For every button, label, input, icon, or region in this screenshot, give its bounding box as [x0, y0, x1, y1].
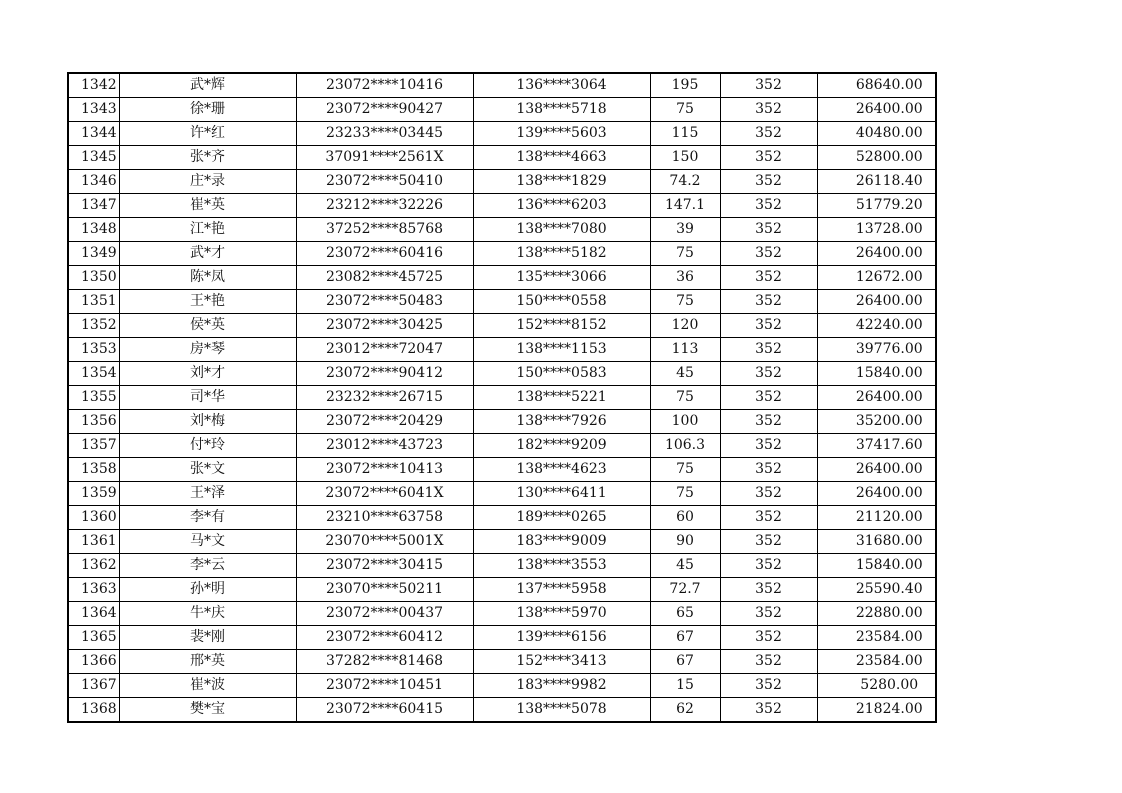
area-value: 45	[650, 362, 720, 386]
table-row	[68, 122, 936, 146]
id-number: 23072****30415	[296, 554, 473, 578]
area-value: 106.3	[650, 434, 720, 458]
area-value: 113	[650, 338, 720, 362]
id-number: 23070****5001X	[296, 530, 473, 554]
amount-value: 51779.20	[817, 194, 936, 218]
id-number: 37282****81468	[296, 650, 473, 674]
rate-value: 352	[720, 362, 817, 386]
amount-value: 15840.00	[817, 362, 936, 386]
phone-number: 138****5182	[473, 242, 650, 266]
row-number: 1344	[68, 122, 119, 146]
row-number: 1355	[68, 386, 119, 410]
row-number: 1349	[68, 242, 119, 266]
rate-value: 352	[720, 218, 817, 242]
amount-value: 23584.00	[817, 650, 936, 674]
phone-number: 137****5958	[473, 578, 650, 602]
table-row	[68, 218, 936, 242]
id-number: 23072****50483	[296, 290, 473, 314]
row-number: 1363	[68, 578, 119, 602]
amount-value: 26400.00	[817, 482, 936, 506]
phone-number: 183****9982	[473, 674, 650, 698]
area-value: 75	[650, 386, 720, 410]
id-number: 23210****63758	[296, 506, 473, 530]
phone-number: 183****9009	[473, 530, 650, 554]
rate-value: 352	[720, 650, 817, 674]
rate-value: 352	[720, 530, 817, 554]
phone-number: 138****5970	[473, 602, 650, 626]
row-number: 1368	[68, 698, 119, 723]
amount-value: 26400.00	[817, 242, 936, 266]
id-number: 23072****20429	[296, 410, 473, 434]
amount-value: 37417.60	[817, 434, 936, 458]
id-number: 23072****60412	[296, 626, 473, 650]
id-number: 23233****03445	[296, 122, 473, 146]
area-value: 147.1	[650, 194, 720, 218]
area-value: 36	[650, 266, 720, 290]
area-value: 67	[650, 626, 720, 650]
id-number: 23072****10413	[296, 458, 473, 482]
amount-value: 35200.00	[817, 410, 936, 434]
person-name: 崔*波	[119, 674, 296, 698]
area-value: 195	[650, 73, 720, 98]
rate-value: 352	[720, 602, 817, 626]
table-row	[68, 146, 936, 170]
phone-number: 138****5221	[473, 386, 650, 410]
person-name: 张*文	[119, 458, 296, 482]
id-number: 23072****10416	[296, 73, 473, 98]
person-name: 李*有	[119, 506, 296, 530]
amount-value: 26400.00	[817, 290, 936, 314]
phone-number: 130****6411	[473, 482, 650, 506]
area-value: 74.2	[650, 170, 720, 194]
row-number: 1357	[68, 434, 119, 458]
phone-number: 135****3066	[473, 266, 650, 290]
amount-value: 23584.00	[817, 626, 936, 650]
id-number: 23072****50410	[296, 170, 473, 194]
table-row	[68, 650, 936, 674]
area-value: 60	[650, 506, 720, 530]
rate-value: 352	[720, 122, 817, 146]
person-name: 王*泽	[119, 482, 296, 506]
area-value: 150	[650, 146, 720, 170]
row-number: 1345	[68, 146, 119, 170]
person-name: 徐*珊	[119, 98, 296, 122]
area-value: 100	[650, 410, 720, 434]
id-number: 23082****45725	[296, 266, 473, 290]
rate-value: 352	[720, 290, 817, 314]
amount-value: 26400.00	[817, 386, 936, 410]
amount-value: 39776.00	[817, 338, 936, 362]
table-row	[68, 482, 936, 506]
amount-value: 15840.00	[817, 554, 936, 578]
rate-value: 352	[720, 578, 817, 602]
amount-value: 13728.00	[817, 218, 936, 242]
table-row	[68, 602, 936, 626]
row-number: 1342	[68, 73, 119, 98]
phone-number: 138****5718	[473, 98, 650, 122]
person-name: 江*艳	[119, 218, 296, 242]
rate-value: 352	[720, 626, 817, 650]
amount-value: 21120.00	[817, 506, 936, 530]
phone-number: 136****6203	[473, 194, 650, 218]
person-name: 侯*英	[119, 314, 296, 338]
phone-number: 136****3064	[473, 73, 650, 98]
phone-number: 139****5603	[473, 122, 650, 146]
id-number: 23072****90427	[296, 98, 473, 122]
table-row	[68, 170, 936, 194]
id-number: 23072****30425	[296, 314, 473, 338]
table-row	[68, 434, 936, 458]
id-number: 23232****26715	[296, 386, 473, 410]
table-row	[68, 506, 936, 530]
person-name: 张*齐	[119, 146, 296, 170]
rate-value: 352	[720, 194, 817, 218]
amount-value: 26118.40	[817, 170, 936, 194]
table-row	[68, 554, 936, 578]
person-name: 武*辉	[119, 73, 296, 98]
rate-value: 352	[720, 410, 817, 434]
phone-number: 150****0558	[473, 290, 650, 314]
row-number: 1350	[68, 266, 119, 290]
row-number: 1362	[68, 554, 119, 578]
row-number: 1351	[68, 290, 119, 314]
amount-value: 26400.00	[817, 98, 936, 122]
rate-value: 352	[720, 386, 817, 410]
amount-value: 68640.00	[817, 73, 936, 98]
person-name: 裴*刚	[119, 626, 296, 650]
id-number: 23072****90412	[296, 362, 473, 386]
area-value: 115	[650, 122, 720, 146]
table-row	[68, 98, 936, 122]
person-name: 孙*明	[119, 578, 296, 602]
phone-number: 152****8152	[473, 314, 650, 338]
amount-value: 26400.00	[817, 458, 936, 482]
person-name: 李*云	[119, 554, 296, 578]
rate-value: 352	[720, 338, 817, 362]
person-name: 房*琴	[119, 338, 296, 362]
id-number: 23012****72047	[296, 338, 473, 362]
rate-value: 352	[720, 698, 817, 723]
table-row	[68, 386, 936, 410]
rate-value: 352	[720, 482, 817, 506]
subsidy-table	[67, 72, 937, 723]
amount-value: 22880.00	[817, 602, 936, 626]
rate-value: 352	[720, 98, 817, 122]
table-row	[68, 578, 936, 602]
person-name: 王*艳	[119, 290, 296, 314]
id-number: 37091****2561X	[296, 146, 473, 170]
area-value: 39	[650, 218, 720, 242]
id-number: 23072****6041X	[296, 482, 473, 506]
amount-value: 21824.00	[817, 698, 936, 723]
table-row	[68, 338, 936, 362]
phone-number: 150****0583	[473, 362, 650, 386]
row-number: 1365	[68, 626, 119, 650]
row-number: 1353	[68, 338, 119, 362]
rate-value: 352	[720, 73, 817, 98]
area-value: 75	[650, 482, 720, 506]
table-row	[68, 73, 936, 98]
table-row	[68, 194, 936, 218]
phone-number: 152****3413	[473, 650, 650, 674]
rate-value: 352	[720, 434, 817, 458]
id-number: 23070****50211	[296, 578, 473, 602]
id-number: 23072****00437	[296, 602, 473, 626]
phone-number: 189****0265	[473, 506, 650, 530]
table-row	[68, 362, 936, 386]
phone-number: 138****7926	[473, 410, 650, 434]
person-name: 牛*庆	[119, 602, 296, 626]
row-number: 1347	[68, 194, 119, 218]
id-number: 23012****43723	[296, 434, 473, 458]
area-value: 75	[650, 458, 720, 482]
phone-number: 182****9209	[473, 434, 650, 458]
person-name: 司*华	[119, 386, 296, 410]
amount-value: 52800.00	[817, 146, 936, 170]
table-row	[68, 266, 936, 290]
person-name: 许*红	[119, 122, 296, 146]
rate-value: 352	[720, 554, 817, 578]
phone-number: 138****4623	[473, 458, 650, 482]
person-name: 樊*宝	[119, 698, 296, 723]
phone-number: 138****5078	[473, 698, 650, 723]
table-row	[68, 290, 936, 314]
table-row	[68, 458, 936, 482]
phone-number: 138****1153	[473, 338, 650, 362]
phone-number: 138****4663	[473, 146, 650, 170]
person-name: 庄*录	[119, 170, 296, 194]
rate-value: 352	[720, 170, 817, 194]
table-row	[68, 314, 936, 338]
id-number: 23072****10451	[296, 674, 473, 698]
person-name: 刘*才	[119, 362, 296, 386]
area-value: 75	[650, 242, 720, 266]
rate-value: 352	[720, 146, 817, 170]
phone-number: 138****3553	[473, 554, 650, 578]
table-row	[68, 626, 936, 650]
row-number: 1358	[68, 458, 119, 482]
amount-value: 12672.00	[817, 266, 936, 290]
amount-value: 40480.00	[817, 122, 936, 146]
area-value: 62	[650, 698, 720, 723]
person-name: 邢*英	[119, 650, 296, 674]
row-number: 1354	[68, 362, 119, 386]
row-number: 1367	[68, 674, 119, 698]
person-name: 武*才	[119, 242, 296, 266]
row-number: 1364	[68, 602, 119, 626]
row-number: 1360	[68, 506, 119, 530]
area-value: 75	[650, 290, 720, 314]
person-name: 刘*梅	[119, 410, 296, 434]
person-name: 付*玲	[119, 434, 296, 458]
table-row	[68, 530, 936, 554]
amount-value: 31680.00	[817, 530, 936, 554]
area-value: 67	[650, 650, 720, 674]
area-value: 72.7	[650, 578, 720, 602]
rate-value: 352	[720, 458, 817, 482]
row-number: 1361	[68, 530, 119, 554]
table-row	[68, 674, 936, 698]
area-value: 45	[650, 554, 720, 578]
row-number: 1366	[68, 650, 119, 674]
rate-value: 352	[720, 266, 817, 290]
row-number: 1359	[68, 482, 119, 506]
person-name: 陈*凤	[119, 266, 296, 290]
person-name: 崔*英	[119, 194, 296, 218]
rate-value: 352	[720, 314, 817, 338]
row-number: 1356	[68, 410, 119, 434]
row-number: 1343	[68, 98, 119, 122]
row-number: 1352	[68, 314, 119, 338]
person-name: 马*文	[119, 530, 296, 554]
id-number: 23072****60416	[296, 242, 473, 266]
row-number: 1348	[68, 218, 119, 242]
rate-value: 352	[720, 674, 817, 698]
row-number: 1346	[68, 170, 119, 194]
id-number: 23212****32226	[296, 194, 473, 218]
phone-number: 138****7080	[473, 218, 650, 242]
table-row	[68, 698, 936, 723]
amount-value: 42240.00	[817, 314, 936, 338]
phone-number: 138****1829	[473, 170, 650, 194]
table-body	[68, 73, 936, 722]
phone-number: 139****6156	[473, 626, 650, 650]
rate-value: 352	[720, 242, 817, 266]
amount-value: 25590.40	[817, 578, 936, 602]
area-value: 65	[650, 602, 720, 626]
area-value: 90	[650, 530, 720, 554]
amount-value: 5280.00	[817, 674, 936, 698]
area-value: 75	[650, 98, 720, 122]
area-value: 15	[650, 674, 720, 698]
rate-value: 352	[720, 506, 817, 530]
area-value: 120	[650, 314, 720, 338]
table-row	[68, 242, 936, 266]
id-number: 37252****85768	[296, 218, 473, 242]
table-row	[68, 410, 936, 434]
id-number: 23072****60415	[296, 698, 473, 723]
